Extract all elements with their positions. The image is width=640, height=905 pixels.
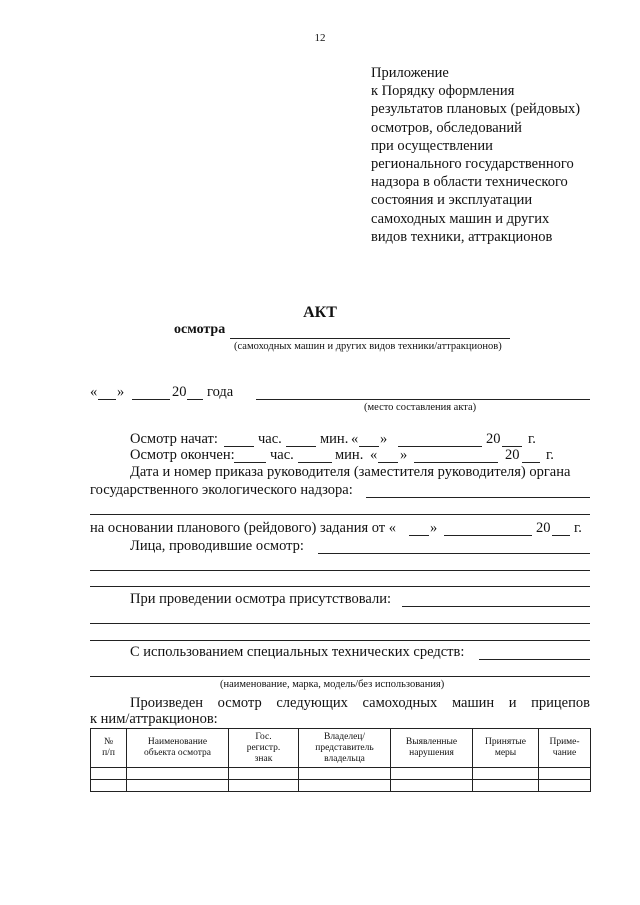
end-hours-unit: час.: [270, 447, 294, 463]
start-label: Осмотр начат:: [130, 431, 218, 447]
table-row: [91, 768, 591, 780]
appendix-line: самоходных машин и других: [371, 210, 550, 227]
basis-day-field[interactable]: [409, 535, 429, 536]
inspected-word: Произведен: [130, 695, 204, 711]
appendix-line: при осуществлении: [371, 137, 493, 154]
end-label: Осмотр окончен:: [130, 447, 235, 463]
table-cell[interactable]: [391, 780, 473, 792]
end-year-suffix: г.: [546, 447, 554, 463]
start-minutes-unit: мин.: [320, 431, 349, 447]
persons-field-3[interactable]: [90, 586, 590, 587]
header-object-name: [127, 729, 229, 768]
end-close-quote: »: [400, 447, 408, 463]
header-text: нарушения: [409, 748, 454, 758]
table-cell[interactable]: [229, 768, 299, 780]
table-cell[interactable]: [229, 780, 299, 792]
inspected-word: следующих: [276, 695, 348, 711]
order-field-continued[interactable]: [90, 514, 590, 515]
persons-field-2[interactable]: [90, 570, 590, 571]
end-month-field[interactable]: [414, 462, 498, 463]
end-year-field[interactable]: [522, 462, 540, 463]
date-day-field[interactable]: [98, 399, 116, 400]
appendix-line: видов техники, аттракционов: [371, 228, 553, 245]
present-label: При проведении осмотра присутствовали:: [130, 591, 391, 607]
table-cell[interactable]: [539, 768, 591, 780]
date-month-field[interactable]: [132, 399, 170, 400]
tools-field[interactable]: [479, 659, 590, 660]
header-measures: [473, 729, 539, 768]
header-owner: [299, 729, 391, 768]
inspection-table: [90, 728, 591, 792]
appendix-line: регионального государственного: [371, 155, 574, 172]
appendix-line: Приложение: [371, 65, 449, 81]
appendix-line: к Порядку оформления: [371, 83, 515, 100]
header-text: меры: [494, 748, 517, 758]
act-title: АКТ: [303, 304, 337, 321]
header-text: владельца: [324, 753, 365, 764]
table-cell[interactable]: [299, 768, 391, 780]
inspected-word: прицепов: [531, 695, 590, 711]
header-violations: [391, 729, 473, 768]
header-reg-sign: [229, 729, 299, 768]
end-open-quote: «: [370, 447, 378, 463]
tools-caption: (наименование, марка, модель/без использования): [220, 679, 445, 690]
place-field[interactable]: [256, 399, 590, 400]
start-open-quote: «: [351, 431, 359, 447]
present-field-3[interactable]: [90, 640, 590, 641]
appendix-block: [371, 64, 580, 246]
start-year-prefix: 20: [486, 431, 501, 447]
start-year-suffix: г.: [528, 431, 536, 447]
inspected-word: самоходных: [362, 695, 438, 711]
header-text: Выявленные: [405, 737, 458, 747]
persons-field[interactable]: [318, 553, 590, 554]
end-minutes-unit: мин.: [335, 447, 364, 463]
table-header-row: [91, 729, 591, 768]
basis-close-quote: »: [430, 520, 438, 536]
order-line-1: Дата и номер приказа руководителя (заместителя руководителя) органа: [130, 464, 571, 480]
date-close-quote: »: [117, 384, 125, 400]
table-cell[interactable]: [473, 768, 539, 780]
end-hours-field[interactable]: [234, 462, 266, 463]
date-year-prefix: 20: [172, 384, 187, 400]
basis-year-suffix: г.: [574, 520, 582, 536]
osmotra-label: осмотра: [174, 322, 226, 337]
end-year-prefix: 20: [505, 447, 520, 463]
header-text: объекта осмотра: [144, 748, 211, 758]
start-close-quote: »: [380, 431, 388, 447]
tools-field-2[interactable]: [90, 676, 590, 677]
header-text: чание: [552, 748, 577, 758]
inspected-word: машин: [451, 695, 495, 711]
present-field[interactable]: [402, 606, 590, 607]
table-cell[interactable]: [473, 780, 539, 792]
header-text: Наименование: [147, 737, 208, 747]
start-month-field[interactable]: [398, 446, 482, 447]
basis-text: на основании планового (рейдового) задания от «: [90, 520, 397, 536]
header-text: Приме-: [549, 737, 580, 747]
header-text: Принятые: [485, 737, 526, 747]
date-open-quote: «: [90, 384, 98, 400]
basis-year-field[interactable]: [552, 535, 570, 536]
inspected-word: осмотр: [217, 695, 262, 711]
table-cell[interactable]: [91, 768, 127, 780]
inspected-line-1: [130, 695, 590, 712]
inspected-line-2: к ним/аттракционов:: [90, 711, 218, 727]
basis-year-prefix: 20: [536, 520, 551, 536]
header-text: Владелец/: [323, 731, 366, 742]
header-text: регистр.: [246, 742, 281, 753]
place-caption: (место составления акта): [364, 402, 477, 413]
tools-label: С использованием специальных технических средств:: [130, 644, 465, 660]
header-note: [539, 729, 591, 768]
header-number: [91, 729, 127, 768]
osmotra-caption: (самоходных машин и других видов техники/аттракционов): [234, 341, 502, 352]
table-cell[interactable]: [299, 780, 391, 792]
table-cell[interactable]: [539, 780, 591, 792]
basis-month-field[interactable]: [444, 535, 532, 536]
table-cell[interactable]: [91, 780, 127, 792]
end-minutes-field[interactable]: [298, 462, 332, 463]
end-day-field[interactable]: [378, 462, 398, 463]
appendix-line: результатов плановых (рейдовых): [371, 101, 581, 118]
table-cell[interactable]: [127, 780, 229, 792]
header-text: Гос.: [255, 731, 272, 742]
table-cell[interactable]: [391, 768, 473, 780]
date-year-field[interactable]: [187, 399, 203, 400]
header-text: знак: [254, 753, 273, 764]
persons-label: Лица, проводившие осмотр:: [130, 538, 304, 554]
inspected-word: и: [508, 695, 517, 711]
appendix-line: надзора в области технического: [371, 174, 568, 191]
appendix-line: осмотров, обследований: [371, 119, 522, 136]
header-text: п/п: [102, 748, 115, 758]
start-hours-unit: час.: [258, 431, 282, 447]
table-cell[interactable]: [127, 768, 229, 780]
header-text: представитель: [315, 742, 374, 753]
order-line-2: государственного экологического надзора:: [90, 482, 353, 498]
appendix-line: состояния и эксплуатации: [371, 192, 533, 209]
header-text: №: [103, 737, 114, 747]
page-number: 12: [314, 32, 326, 44]
osmotra-object-field[interactable]: [230, 338, 510, 339]
order-field[interactable]: [366, 497, 590, 498]
present-field-2[interactable]: [90, 623, 590, 624]
date-year-suffix: года: [207, 384, 234, 400]
table-row: [91, 780, 591, 792]
